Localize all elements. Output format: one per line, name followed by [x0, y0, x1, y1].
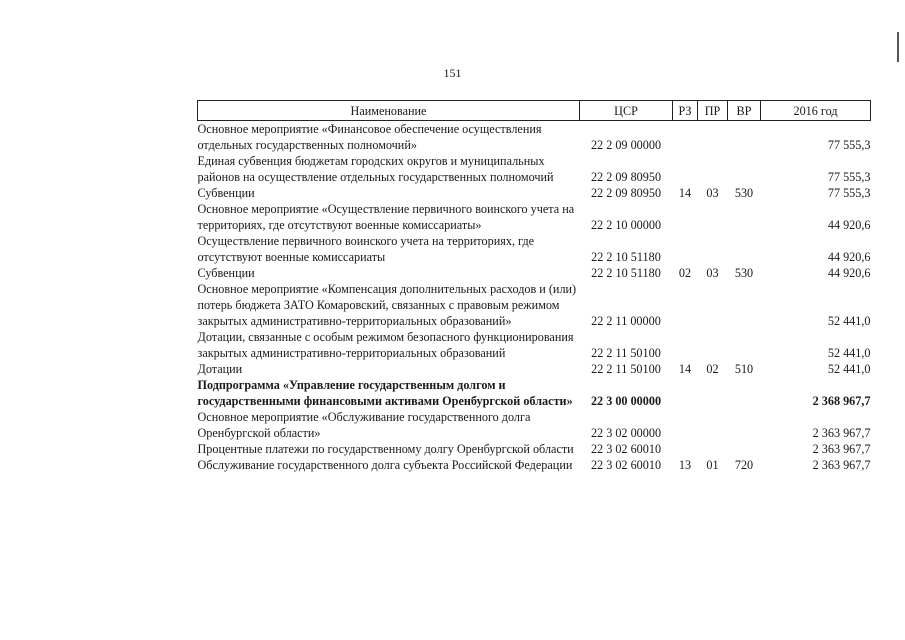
row-amount: 77 555,3	[827, 186, 871, 200]
row-name: Субвенции	[197, 266, 255, 280]
row-pr	[698, 201, 728, 233]
table-row	[198, 201, 871, 233]
row-csr: 22 2 09 00000	[590, 138, 662, 152]
row-pr	[698, 281, 728, 329]
header-csr: ЦСР	[580, 101, 673, 121]
row-csr: 22 3 02 00000	[590, 426, 662, 440]
table-row	[198, 441, 871, 457]
row-rz	[673, 409, 698, 441]
page-number: 151	[443, 66, 462, 80]
row-rz	[673, 121, 698, 154]
row-rz: 14	[678, 186, 692, 200]
row-vr	[728, 121, 761, 154]
row-vr	[728, 441, 761, 457]
row-vr: 530	[734, 186, 754, 200]
row-rz	[673, 233, 698, 265]
scan-edge-mark	[897, 32, 899, 62]
row-amount: 2 363 967,7	[812, 458, 871, 472]
header-rz: РЗ	[673, 101, 698, 121]
row-csr: 22 2 11 50100	[591, 346, 661, 360]
table-row	[198, 281, 871, 329]
row-rz	[673, 329, 698, 361]
row-vr: 720	[734, 458, 754, 472]
row-pr	[698, 233, 728, 265]
row-rz	[673, 441, 698, 457]
row-name: Дотации, связанные с особым режимом безопасного функционирования закрытых административно-территориальных образований	[197, 330, 574, 360]
header-vr: ВР	[728, 101, 761, 121]
row-vr	[728, 329, 761, 361]
row-name: Единая субвенция бюджетам городских округов и муниципальных районов на осуществление отдельных государственных полномочий	[197, 154, 554, 184]
row-amount: 2 363 967,7	[812, 442, 871, 456]
row-amount: 77 555,3	[827, 170, 871, 184]
row-name: Основное мероприятие «Компенсация дополнительных расходов и (или) потерь бюджета ЗАТО Комаровский, связанных с правовым режимом закрытых административно-территориальных образований»	[197, 282, 577, 328]
row-csr: 22 2 10 51180	[591, 266, 661, 280]
row-csr: 22 2 10 51180	[591, 250, 661, 264]
row-amount: 2 368 967,7	[812, 394, 871, 408]
row-rz	[673, 281, 698, 329]
row-name: Основное мероприятие «Осуществление первичного воинского учета на территориях, где отсутствуют военные комиссариаты»	[197, 202, 575, 232]
row-vr	[728, 233, 761, 265]
row-amount: 2 363 967,7	[812, 426, 871, 440]
table-row	[198, 361, 871, 377]
row-name: Осуществление первичного воинского учета на территориях, где отсутствуют военные комиссариаты	[197, 234, 535, 264]
row-csr: 22 2 09 80950	[590, 170, 662, 184]
row-name: Дотации	[197, 362, 243, 376]
row-csr: 22 2 10 00000	[590, 218, 662, 232]
row-pr	[698, 329, 728, 361]
row-csr: 22 2 11 50100	[591, 362, 661, 376]
row-pr: 01	[706, 458, 719, 472]
row-rz: 13	[678, 458, 692, 472]
row-pr	[698, 153, 728, 185]
row-name: Основное мероприятие «Обслуживание государственного долга Оренбургской области»	[197, 410, 531, 440]
row-rz	[673, 153, 698, 185]
table-row	[198, 329, 871, 361]
row-csr: 22 2 09 80950	[590, 186, 662, 200]
row-amount: 52 441,0	[827, 346, 871, 360]
row-csr: 22 3 02 60010	[590, 458, 662, 472]
row-pr	[698, 377, 728, 409]
row-rz	[673, 377, 698, 409]
table-row	[198, 457, 871, 473]
budget-table	[197, 100, 871, 473]
row-pr	[698, 441, 728, 457]
row-amount: 44 920,6	[827, 250, 871, 264]
row-csr: 22 3 02 60010	[590, 442, 662, 456]
row-pr: 03	[706, 186, 719, 200]
row-rz: 02	[678, 266, 692, 280]
row-amount: 52 441,0	[827, 314, 871, 328]
table-row-subprogram	[198, 377, 871, 409]
row-name: Подпрограмма «Управление государственным долгом и государственными финансовыми активами Оренбургской области»	[197, 378, 573, 408]
row-name: Основное мероприятие «Финансовое обеспечение осуществления отдельных государственных полномочий»	[197, 122, 542, 152]
row-pr	[698, 409, 728, 441]
row-vr	[728, 153, 761, 185]
table-row	[198, 265, 871, 281]
table-row	[198, 153, 871, 185]
row-vr	[728, 281, 761, 329]
row-vr	[728, 377, 761, 409]
table-row	[198, 409, 871, 441]
table-header-row	[198, 101, 871, 121]
row-name: Процентные платежи по государственному долгу Оренбургской области	[197, 442, 574, 456]
row-vr: 510	[734, 362, 754, 376]
row-rz	[673, 201, 698, 233]
row-amount: 44 920,6	[827, 218, 871, 232]
table-row	[198, 233, 871, 265]
row-amount: 44 920,6	[827, 266, 871, 280]
row-vr	[728, 409, 761, 441]
row-rz: 14	[678, 362, 692, 376]
header-name: Наименование	[198, 101, 580, 121]
row-name: Обслуживание государственного долга субъекта Российской Федерации	[197, 458, 573, 472]
row-csr: 22 2 11 00000	[591, 314, 661, 328]
row-csr: 22 3 00 00000	[590, 394, 662, 408]
table-row	[198, 121, 871, 154]
row-vr: 530	[734, 266, 754, 280]
row-vr	[728, 201, 761, 233]
table-row	[198, 185, 871, 201]
header-pr: ПР	[698, 101, 728, 121]
row-pr: 02	[706, 362, 719, 376]
row-amount: 77 555,3	[827, 138, 871, 152]
row-pr	[698, 121, 728, 154]
row-amount: 52 441,0	[827, 362, 871, 376]
row-pr: 03	[706, 266, 719, 280]
header-amount: 2016 год	[761, 101, 871, 121]
row-name: Субвенции	[197, 186, 255, 200]
